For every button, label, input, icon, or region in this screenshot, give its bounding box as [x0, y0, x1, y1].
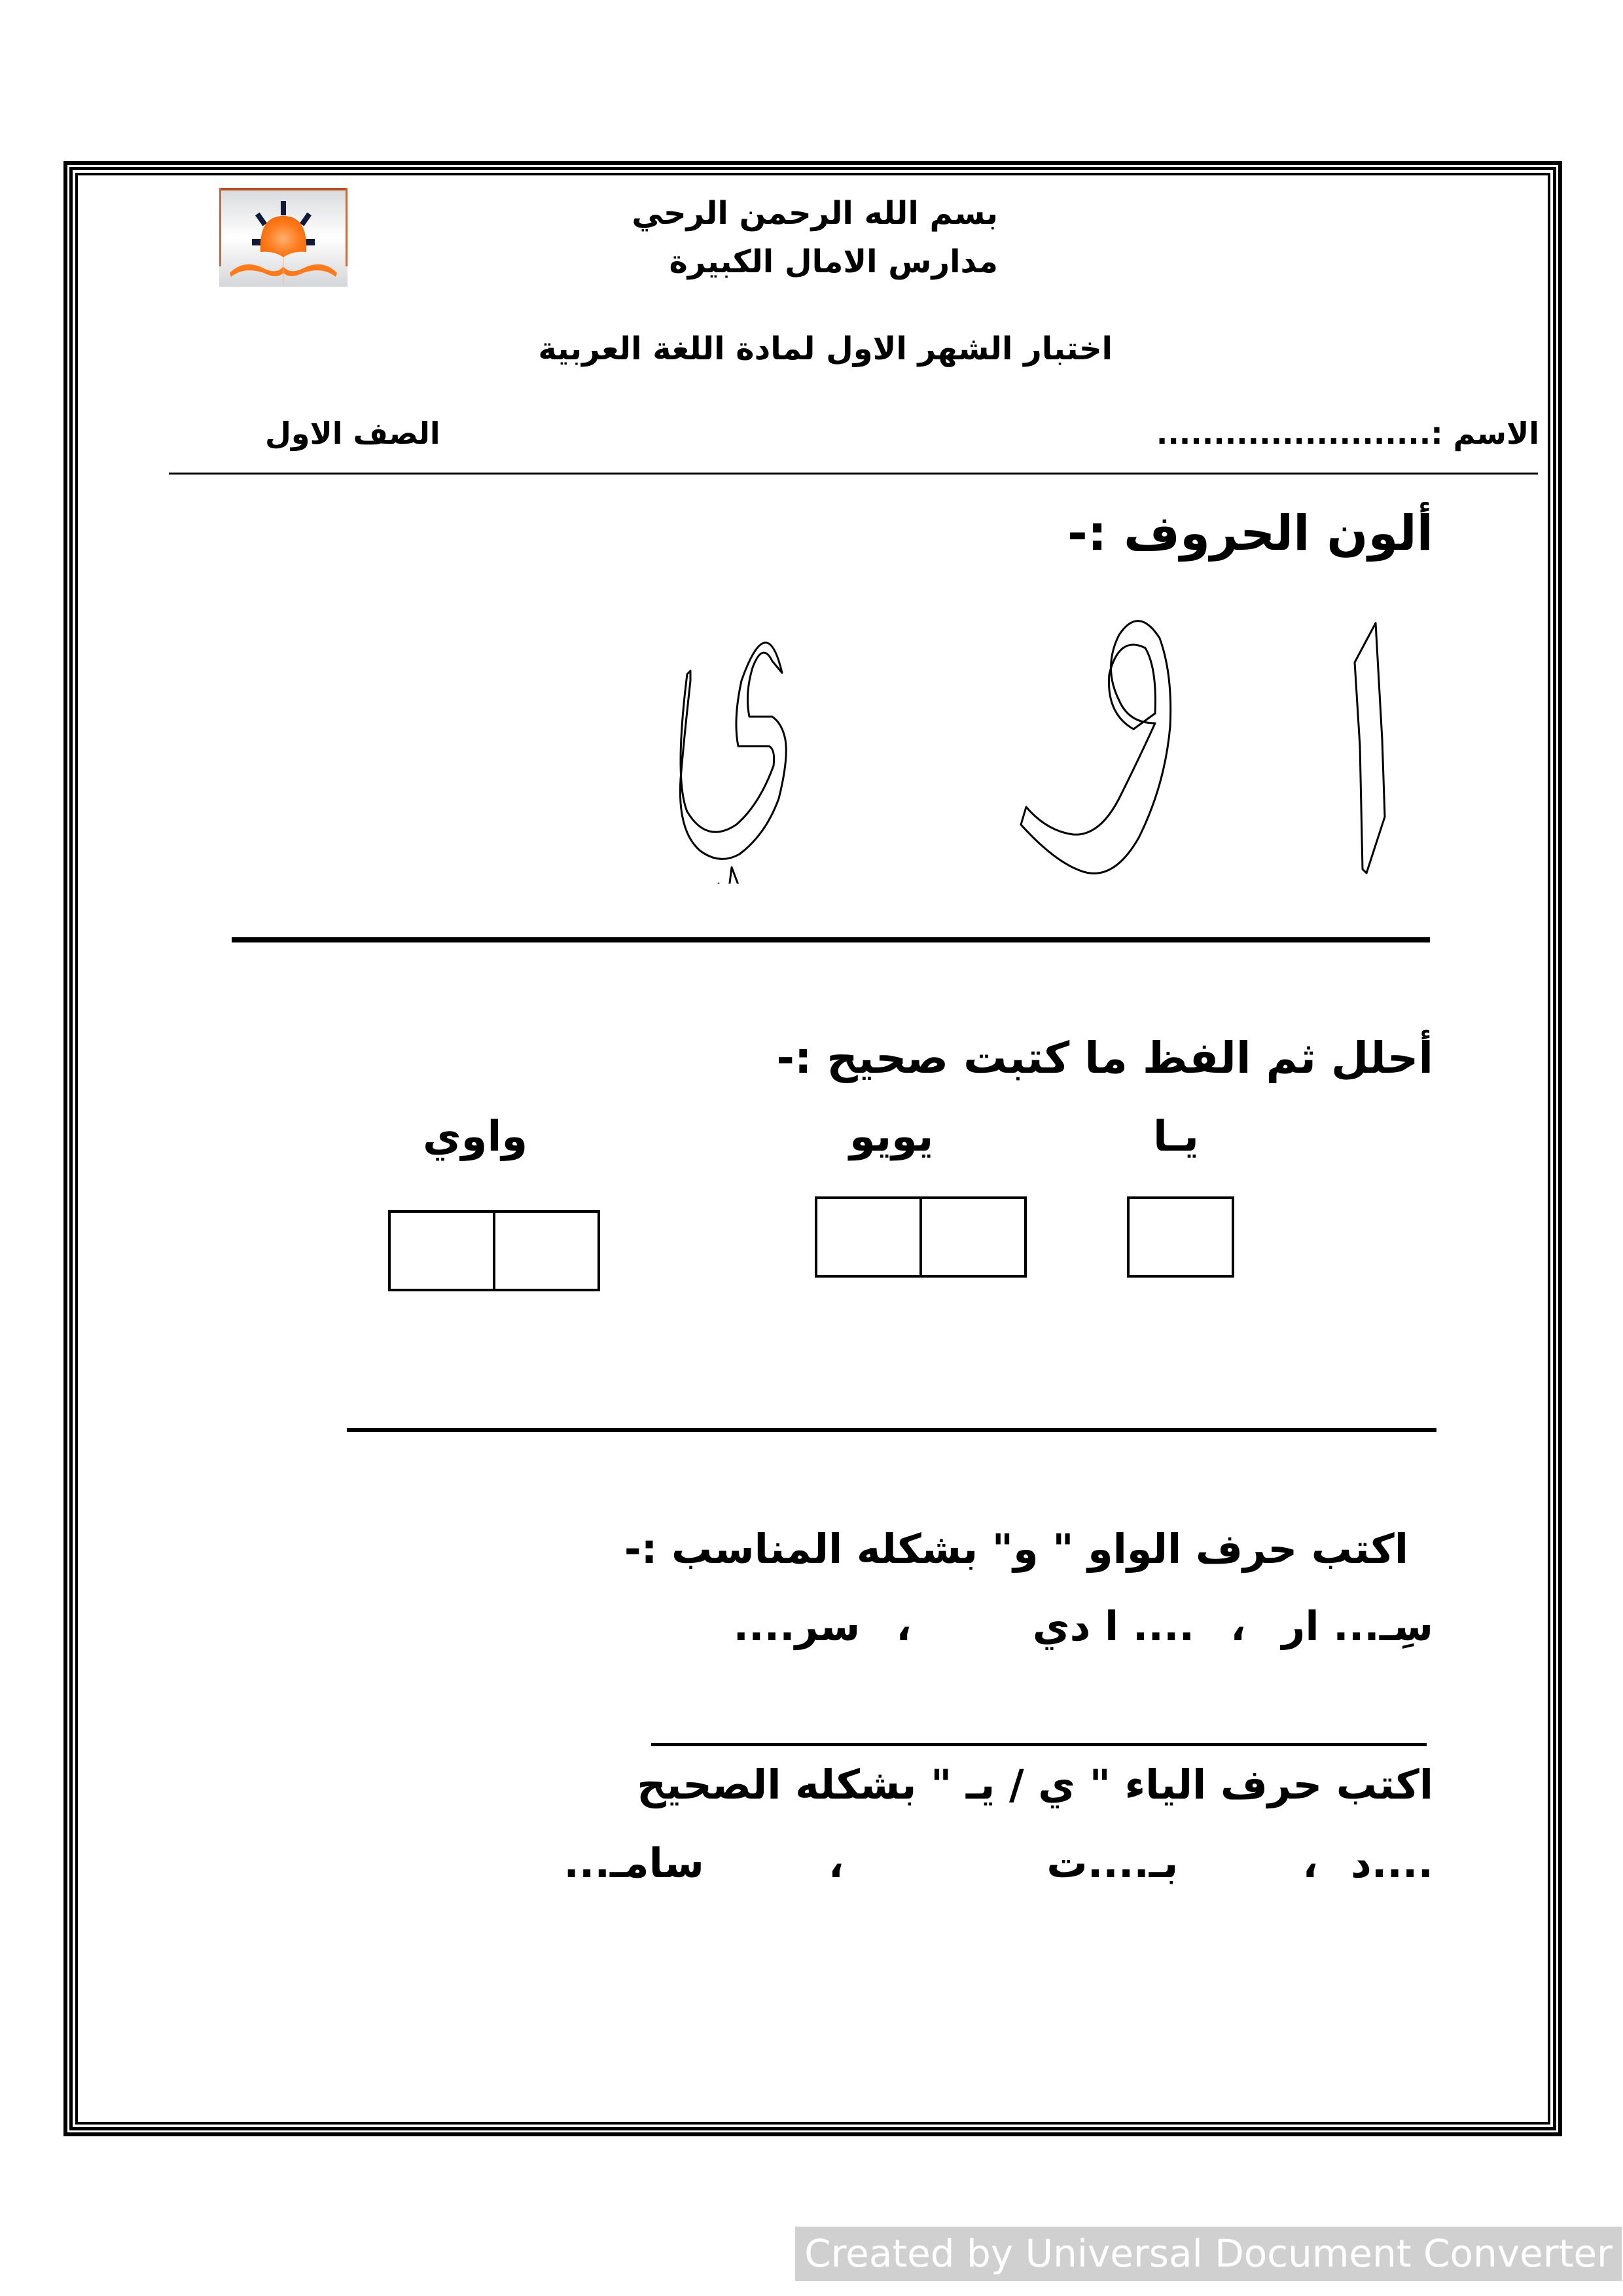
- letter-box[interactable]: [493, 1210, 600, 1291]
- letter-box[interactable]: [815, 1196, 922, 1278]
- letter-box[interactable]: [388, 1210, 495, 1291]
- name-label: الاسم :: [1431, 416, 1539, 451]
- ya-item-2[interactable]: بـ....ت: [1046, 1839, 1179, 1887]
- item-separator: ،: [896, 1602, 912, 1650]
- student-name-field[interactable]: [1156, 416, 1539, 451]
- waw-fill-items: [733, 1602, 1433, 1650]
- waw-item-3[interactable]: سر....: [733, 1602, 861, 1650]
- item-separator: ،: [1230, 1602, 1246, 1650]
- ya-item-3[interactable]: سامـ...: [563, 1839, 704, 1887]
- header-divider: [169, 473, 1538, 475]
- school-name: مدارس الامال الكبيرة: [669, 243, 998, 280]
- analyze-word-wawi: واوي: [423, 1113, 528, 1161]
- analyze-word-yoyo: يويو: [849, 1113, 934, 1161]
- waw-item-2[interactable]: .... ا دي: [1032, 1602, 1195, 1650]
- waw-item-1[interactable]: سِـ... ار: [1281, 1602, 1433, 1650]
- letter-box[interactable]: [919, 1196, 1027, 1278]
- name-blank[interactable]: ........................: [1156, 416, 1431, 451]
- coloring-section-title: ألون الحروف :-: [1067, 505, 1433, 562]
- grade-label: الصف الاول: [265, 416, 440, 451]
- page-border-inner: [75, 173, 1550, 2125]
- exam-title: اختبار الشهر الاول لمادة اللغة العربية: [538, 331, 1113, 367]
- section-divider-2: [347, 1428, 1436, 1432]
- converter-watermark: Created by Universal Document Converter: [795, 2227, 1622, 2281]
- waw-section-title: اكتب حرف الواو " و" بشكله المناسب :-: [624, 1525, 1408, 1573]
- bismillah-heading: بسم الله الرحمن الرحي: [632, 195, 998, 232]
- letter-boxes-yoyo: [815, 1196, 1027, 1278]
- item-separator: ،: [828, 1839, 844, 1887]
- item-separator: ،: [1302, 1839, 1318, 1887]
- ya-section-title: اكتب حرف الياء " ي / يـ " بشكله الصحيح: [637, 1761, 1433, 1808]
- letter-boxes-ya: [1127, 1196, 1234, 1278]
- outlined-letter-alef: [1355, 623, 1385, 873]
- school-logo-icon: [218, 187, 349, 288]
- outlined-letter-waw: [1021, 621, 1171, 874]
- letter-boxes-wawi: [388, 1210, 600, 1291]
- outlined-letters: [366, 609, 1453, 884]
- analyze-word-ya: يـا: [1153, 1113, 1199, 1161]
- analyze-section-title: أحلل ثم الفظ ما كتبت صحيح :-: [776, 1033, 1433, 1083]
- ya-fill-items: [563, 1839, 1433, 1887]
- ya-item-1[interactable]: ....د: [1350, 1839, 1433, 1887]
- section-divider-1: [232, 937, 1430, 942]
- letter-box[interactable]: [1127, 1196, 1234, 1278]
- section-divider-3: [651, 1743, 1427, 1746]
- outlined-letter-ya: [680, 643, 786, 884]
